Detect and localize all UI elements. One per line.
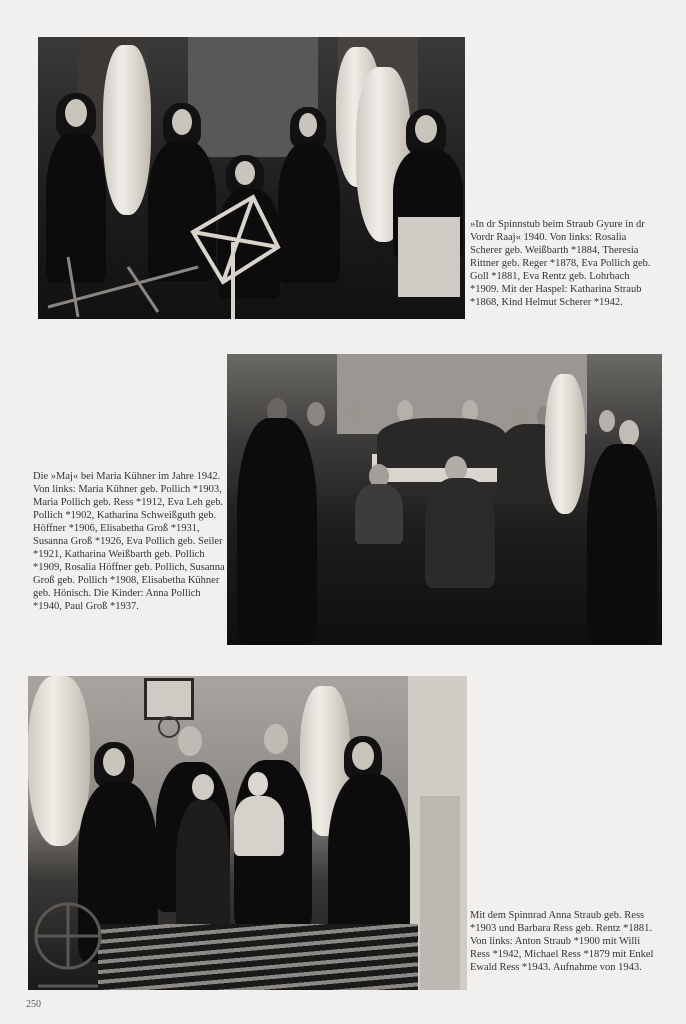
- spinning-wheel-illustration: [28, 876, 118, 990]
- photo-spinning-wheel-family: [28, 676, 467, 990]
- photo-maj-gathering: [227, 354, 662, 645]
- spinning-wheel-illustration: [38, 237, 218, 319]
- caption-top: »In dr Spinnstub beim Straub Gyure in dr Vordr Raaj« 1940. Von links: Rosalia Scherer geb. Weißbarth *1884, Theresia Rittner geb. Reger *1878, Eva Pollich geb. Goll *1881, Eva Rentz geb. Lohrbach *1909. Mit der Haspel: Katharina Straub *1868, Kind Helmut Scherer *1942.: [470, 219, 651, 308]
- page-number: 250: [26, 999, 41, 1010]
- caption-middle: Die »Maj« bei Maria Kühner im Jahre 1942. Von links: Maria Kühner geb. Pollich *1903, Maria Pollich geb. Ress *1912, Eva Leh geb. Pollich *1902, Katharina Schweißguth geb. Höffner *1906, Elisabetha Groß *1931, Susanna Groß *1926, Eva Pollich geb. Seiler *1921, Katharina Weißbarth geb. Pollich *1909, Rosalia Höffner geb. Pollich, Susanna Groß geb. Pollich *1908, Elisabetha Kühner geb. Hönisch. Die Kinder: Anna Pollich *1940, Paul Groß *1937.: [33, 471, 225, 612]
- caption-bottom: Mit dem Spinnrad Anna Straub geb. Ress *1903 und Barbara Ress geb. Rentz *1881. Von links: Anton Straub *1900 mit Willi Ress *1942, Michael Ress *1879 mit Enkel Ewald Ress *1943. Aufnahme von 1943.: [470, 910, 654, 973]
- photo-spinning-room: [38, 37, 465, 319]
